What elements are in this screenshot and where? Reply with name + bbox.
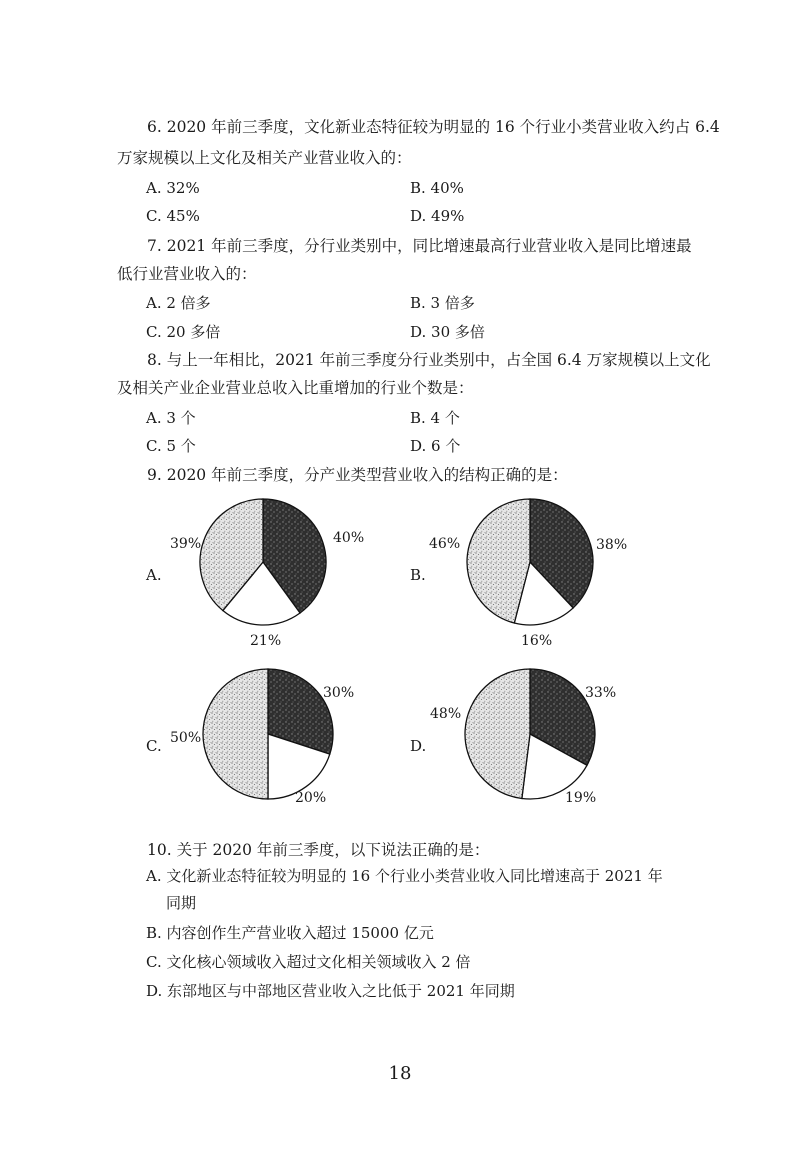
q10-option-a-line1[interactable]: A. 文化新业态特征较为明显的 16 个行业小类营业收入同比增速高于 2021 年 bbox=[146, 867, 663, 885]
pie-c-slice-light bbox=[203, 669, 268, 799]
q6-option-d[interactable]: D. 49% bbox=[410, 207, 465, 225]
pie-chart-c bbox=[201, 667, 335, 801]
q8-stem-line1: 8. 与上一年相比，2021 年前三季度分行业类别中，占全国 6.4 万家规模以上文化 bbox=[147, 351, 711, 369]
q9-option-c-letter[interactable]: C. bbox=[146, 737, 162, 755]
pie-d-white-label: 19% bbox=[565, 790, 597, 806]
pie-c-dark-label: 30% bbox=[323, 685, 355, 701]
q9-option-b-letter[interactable]: B. bbox=[410, 566, 426, 584]
q10-option-b[interactable]: B. 内容创作生产营业收入超过 15000 亿元 bbox=[146, 924, 434, 942]
q6-stem-line2: 万家规模以上文化及相关产业营业收入的： bbox=[117, 149, 412, 167]
pie-a-dark-label: 40% bbox=[333, 530, 365, 546]
pie-a-white-label: 21% bbox=[250, 633, 282, 649]
pie-b-dark-label: 38% bbox=[596, 537, 628, 553]
q10-option-a-line2[interactable]: 同期 bbox=[166, 894, 197, 912]
pie-d-dark-label: 33% bbox=[585, 685, 617, 701]
q8-stem-line2: 及相关产业企业营业总收入比重增加的行业个数是： bbox=[117, 379, 474, 397]
pie-a-light-label: 39% bbox=[170, 536, 202, 552]
q7-option-a[interactable]: A. 2 倍多 bbox=[146, 294, 211, 312]
q7-stem-line1: 7. 2021 年前三季度，分行业类别中，同比增速最高行业营业收入是同比增速最 bbox=[147, 237, 692, 255]
q8-option-c[interactable]: C. 5 个 bbox=[146, 437, 196, 455]
q10-option-c[interactable]: C. 文化核心领域收入超过文化相关领域收入 2 倍 bbox=[146, 953, 471, 971]
pie-d-light-label: 48% bbox=[430, 706, 462, 722]
pie-c-white-label: 20% bbox=[295, 790, 327, 806]
q6-option-a[interactable]: A. 32% bbox=[146, 179, 200, 197]
q6-option-c[interactable]: C. 45% bbox=[146, 207, 200, 225]
page-number: 18 bbox=[388, 1063, 412, 1084]
q9-option-d-letter[interactable]: D. bbox=[410, 737, 427, 755]
q9-stem: 9. 2020 年前三季度，分产业类型营业收入的结构正确的是： bbox=[147, 466, 568, 484]
pie-b-white-label: 16% bbox=[521, 633, 553, 649]
q6-option-b[interactable]: B. 40% bbox=[410, 179, 464, 197]
q7-option-d[interactable]: D. 30 多倍 bbox=[410, 323, 485, 341]
q8-option-b[interactable]: B. 4 个 bbox=[410, 409, 460, 427]
q6-stem-line1: 6. 2020 年前三季度，文化新业态特征较为明显的 16 个行业小类营业收入约占 6.4 bbox=[147, 118, 720, 136]
pie-d-slice-light bbox=[465, 669, 530, 798]
q7-stem-line2: 低行业营业收入的： bbox=[117, 265, 257, 283]
pie-chart-d bbox=[463, 667, 597, 801]
q8-option-d[interactable]: D. 6 个 bbox=[410, 437, 461, 455]
q8-option-a[interactable]: A. 3 个 bbox=[146, 409, 196, 427]
pie-chart-b bbox=[465, 497, 595, 627]
pie-b-light-label: 46% bbox=[429, 536, 461, 552]
q9-option-a-letter[interactable]: A. bbox=[146, 566, 162, 584]
pie-chart-a bbox=[198, 497, 328, 627]
pie-c-light-label: 50% bbox=[170, 730, 202, 746]
q10-stem: 10. 关于 2020 年前三季度，以下说法正确的是： bbox=[147, 841, 490, 859]
q7-option-b[interactable]: B. 3 倍多 bbox=[410, 294, 475, 312]
q7-option-c[interactable]: C. 20 多倍 bbox=[146, 323, 221, 341]
q10-option-d[interactable]: D. 东部地区与中部地区营业收入之比低于 2021 年同期 bbox=[146, 982, 515, 1000]
